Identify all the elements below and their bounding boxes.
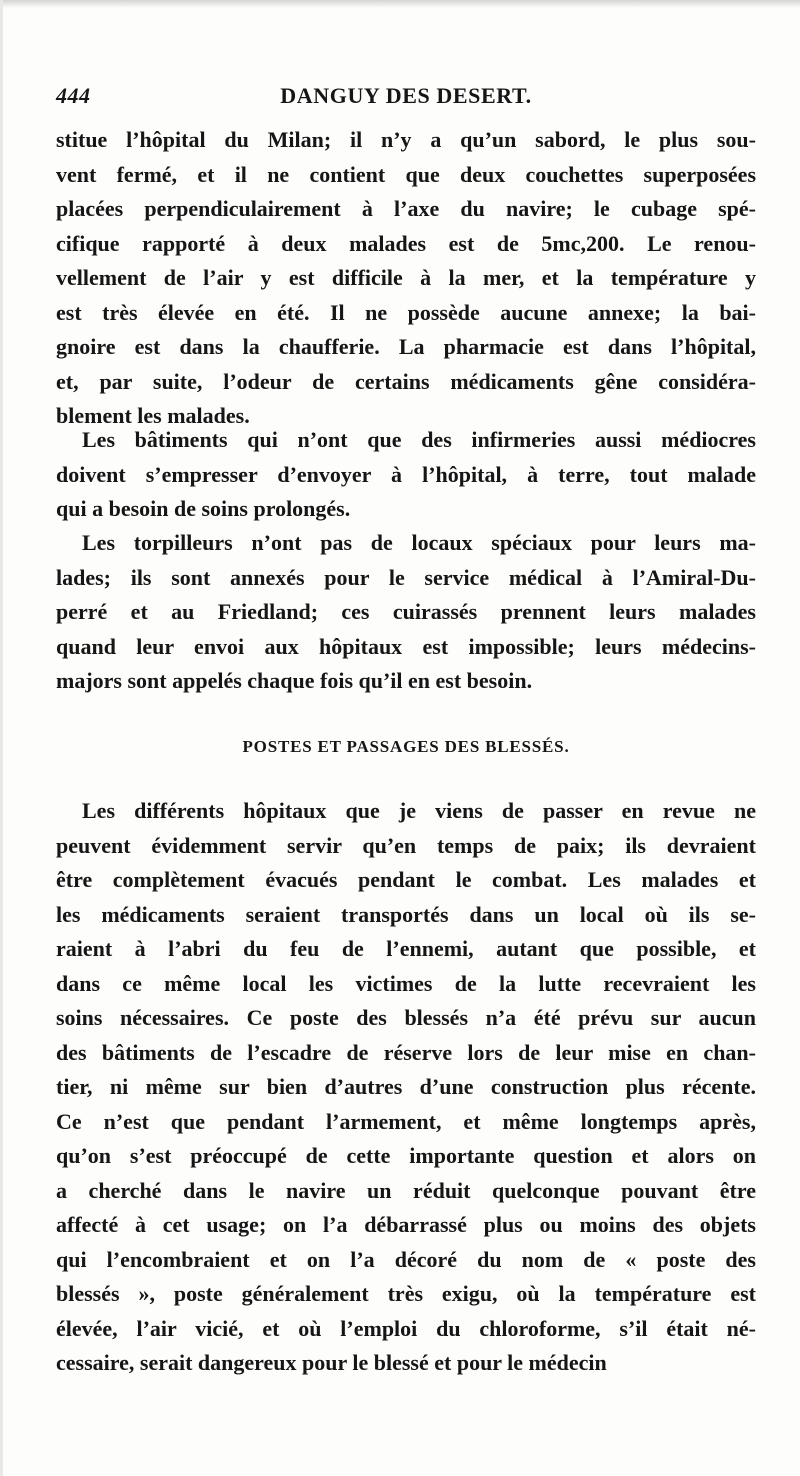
text-line: lades; ils sont annexés pour le service médical à l’Amiral-Du- bbox=[56, 564, 756, 590]
text-line: qui l’encombraient et on l’a décoré du nom de « poste des bbox=[56, 1246, 756, 1272]
text-line: vent fermé, et il ne contient que deux couchettes superposées bbox=[56, 161, 756, 187]
text-line: blessés », poste généralement très exigu, où la température est bbox=[56, 1281, 756, 1306]
text-line: être complètement évacués pendant le combat. Les malades et bbox=[56, 867, 756, 892]
text-line: blement les malades. bbox=[56, 403, 250, 428]
section-heading: POSTES ET PASSAGES DES BLESSÉS. bbox=[242, 737, 570, 756]
page-header bbox=[56, 83, 756, 113]
paragraph-poste-des-blesses bbox=[56, 794, 756, 1381]
text-line: peuvent évidemment servir qu’en temps de paix; ils devraient bbox=[56, 832, 756, 858]
text-line: doivent s’empresser d’envoyer à l’hôpital, à terre, tout malade bbox=[56, 461, 756, 487]
text-line: tier, ni même sur bien d’autres d’une construction plus récente. bbox=[56, 1074, 756, 1099]
text-line: cessaire, serait dangereux pour le blessé et pour le médecin bbox=[56, 1350, 607, 1375]
text-line: les médicaments seraient transportés dans un local où ils se- bbox=[56, 901, 756, 927]
text-line: a cherché dans le navire un réduit quelconque pouvant être bbox=[56, 1177, 756, 1203]
text-line: Les bâtiments qui n’ont que des infirmeries aussi médiocres bbox=[82, 427, 756, 452]
text-line: est très élevée en été. Il ne possède aucune annexe; la bai- bbox=[56, 299, 756, 325]
text-line: perré et au Friedland; ces cuirassés prennent leurs malades bbox=[56, 599, 756, 624]
text-line: qu’on s’est préoccupé de cette importante question et alors on bbox=[56, 1143, 756, 1168]
text-line: vellement de l’air y est difficile à la mer, et la température y bbox=[56, 265, 756, 290]
page-top-edge bbox=[0, 0, 800, 8]
text-line: des bâtiments de l’escadre de réserve lors de leur mise en chan- bbox=[56, 1039, 756, 1065]
page-number: 444 bbox=[56, 83, 91, 108]
text-line: majors sont appelés chaque fois qu’il en est besoin. bbox=[56, 668, 533, 693]
page-left-edge bbox=[0, 0, 3, 1476]
text-line: stitue l’hôpital du Milan; il n’y a qu’un sabord, le plus sou- bbox=[56, 127, 756, 152]
text-line: et, par suite, l’odeur de certains médicaments gêne considéra- bbox=[56, 368, 756, 394]
text-line: raient à l’abri du feu de l’ennemi, autant que possible, et bbox=[56, 936, 756, 961]
text-line: placées perpendiculairement à l’axe du navire; le cubage spé- bbox=[56, 196, 756, 221]
text-line: dans ce même local les victimes de la lutte recevraient les bbox=[56, 970, 756, 996]
text-line: cifique rapporté à deux malades est de 5mc,200. Le renou- bbox=[56, 230, 756, 256]
running-head: DANGUY DES DESERT. bbox=[280, 83, 532, 108]
paragraph-torpilleurs bbox=[56, 526, 756, 699]
text-line: affecté à cet usage; on l’a débarrassé plus ou moins des objets bbox=[56, 1212, 756, 1237]
text-line: Les différents hôpitaux que je viens de passer en revue ne bbox=[82, 798, 756, 823]
text-line: Les torpilleurs n’ont pas de locaux spéciaux pour leurs ma- bbox=[82, 530, 756, 555]
text-line: gnoire est dans la chaufferie. La pharmacie est dans l’hôpital, bbox=[56, 334, 756, 359]
paragraph-milan-hospital bbox=[56, 123, 756, 434]
paragraph-infirmeries bbox=[56, 423, 756, 527]
text-line: Ce n’est que pendant l’armement, et même longtemps après, bbox=[56, 1108, 756, 1134]
text-line: soins nécessaires. Ce poste des blessés n’a été prévu sur aucun bbox=[56, 1005, 756, 1030]
text-line: quand leur envoi aux hôpitaux est impossible; leurs médecins- bbox=[56, 633, 756, 659]
text-line: élevée, l’air vicié, et où l’emploi du chloroforme, s’il était né- bbox=[56, 1315, 756, 1341]
text-line: qui a besoin de soins prolongés. bbox=[56, 496, 351, 521]
